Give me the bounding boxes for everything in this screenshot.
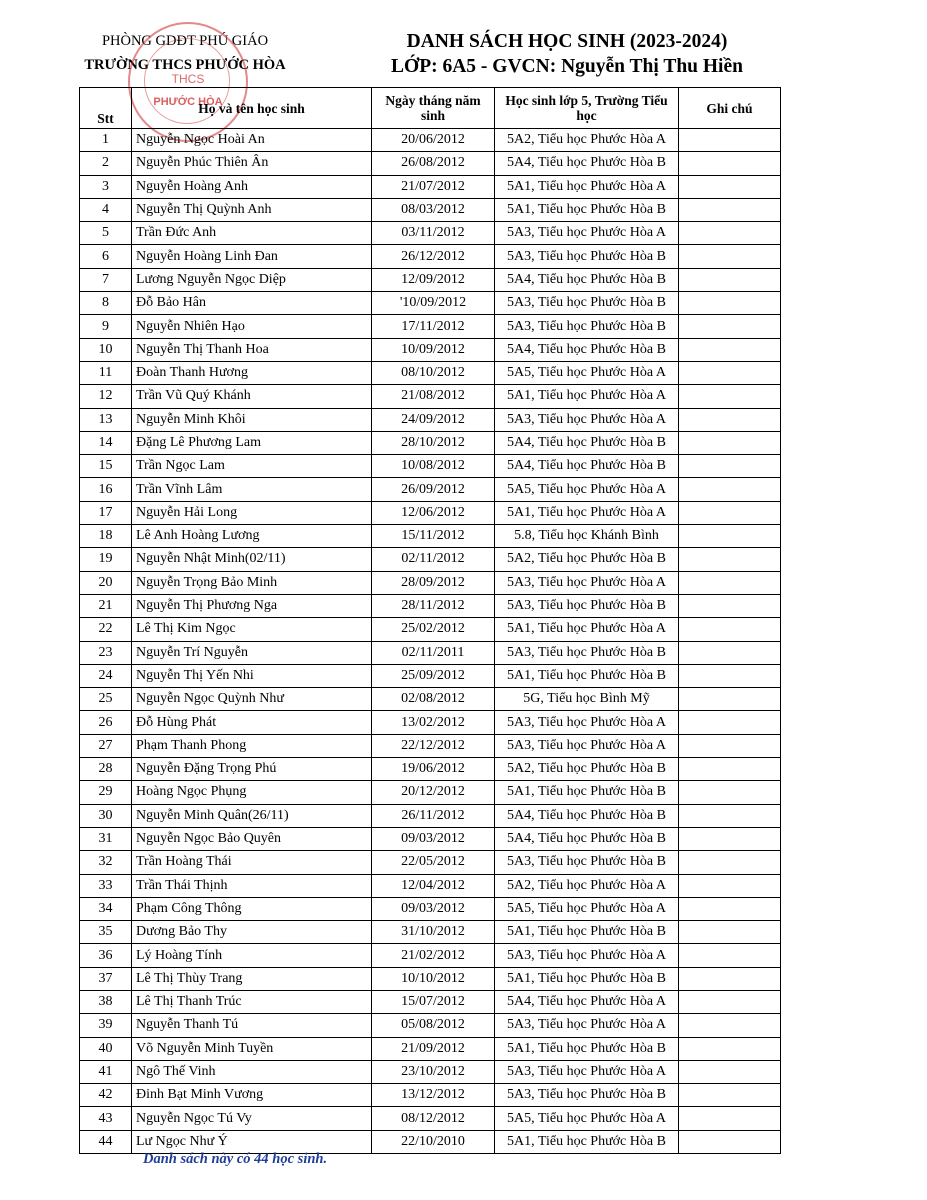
table-row: [80, 1014, 781, 1037]
school-name: TRƯỜNG THCS PHƯỚC HÒA: [84, 57, 286, 73]
cell-name: Đinh Bạt Minh Vương: [132, 1084, 372, 1107]
cell-school: 5A3, Tiểu học Phước Hòa A: [495, 1060, 679, 1083]
cell-school: 5A5, Tiểu học Phước Hòa A: [495, 897, 679, 920]
cell-note: [679, 268, 781, 291]
cell-name: Lê Thị Kim Ngọc: [132, 618, 372, 641]
cell-stt: 6: [80, 245, 132, 268]
cell-name: Nguyễn Thị Thanh Hoa: [132, 338, 372, 361]
cell-stt: 27: [80, 734, 132, 757]
table-row: [80, 1107, 781, 1130]
cell-name: Nguyễn Phúc Thiên Ân: [132, 152, 372, 175]
cell-dob: 10/08/2012: [372, 455, 495, 478]
cell-note: [679, 222, 781, 245]
cell-dob: 26/08/2012: [372, 152, 495, 175]
cell-dob: 21/08/2012: [372, 385, 495, 408]
cell-stt: 34: [80, 897, 132, 920]
table-row: [80, 618, 781, 641]
cell-stt: 5: [80, 222, 132, 245]
cell-school: 5A4, Tiểu học Phước Hòa B: [495, 455, 679, 478]
cell-school: 5A2, Tiểu học Phước Hòa B: [495, 758, 679, 781]
cell-school: 5A1, Tiểu học Phước Hòa B: [495, 967, 679, 990]
cell-name: Nguyễn Nhiên Hạo: [132, 315, 372, 338]
cell-note: [679, 129, 781, 152]
cell-note: [679, 874, 781, 897]
cell-dob: 05/08/2012: [372, 1014, 495, 1037]
cell-stt: 9: [80, 315, 132, 338]
cell-name: Dương Bảo Thy: [132, 921, 372, 944]
stamp-text-school: PHƯỚC HÒA: [153, 96, 223, 108]
cell-note: [679, 1014, 781, 1037]
cell-stt: 8: [80, 292, 132, 315]
table-row: [80, 1037, 781, 1060]
class-teacher-line: LỚP: 6A5 - GVCN: Nguyễn Thị Thu Hiền: [391, 56, 743, 77]
cell-note: [679, 292, 781, 315]
cell-school: 5A1, Tiểu học Phước Hòa B: [495, 781, 679, 804]
cell-stt: 37: [80, 967, 132, 990]
cell-name: Lê Anh Hoàng Lương: [132, 525, 372, 548]
cell-stt: 17: [80, 501, 132, 524]
cell-school: 5A4, Tiểu học Phước Hòa B: [495, 804, 679, 827]
cell-note: [679, 571, 781, 594]
table-row: [80, 1060, 781, 1083]
cell-stt: 33: [80, 874, 132, 897]
cell-note: [679, 455, 781, 478]
table-row: [80, 245, 781, 268]
table-row: [80, 431, 781, 454]
cell-name: Phạm Công Thông: [132, 897, 372, 920]
student-list-table: [79, 87, 781, 1154]
cell-school: 5A3, Tiểu học Phước Hòa B: [495, 292, 679, 315]
cell-stt: 39: [80, 1014, 132, 1037]
table-row: [80, 152, 781, 175]
table-row: [80, 921, 781, 944]
cell-note: [679, 897, 781, 920]
table-row: [80, 664, 781, 687]
cell-note: [679, 198, 781, 221]
cell-school: 5A3, Tiểu học Phước Hòa B: [495, 594, 679, 617]
cell-name: Trần Đức Anh: [132, 222, 372, 245]
cell-note: [679, 245, 781, 268]
cell-dob: 13/12/2012: [372, 1084, 495, 1107]
table-row: [80, 315, 781, 338]
cell-name: Ngô Thế Vinh: [132, 1060, 372, 1083]
cell-school: 5A1, Tiểu học Phước Hòa B: [495, 1130, 679, 1153]
cell-school: 5A4, Tiểu học Phước Hòa B: [495, 827, 679, 850]
cell-dob: 15/11/2012: [372, 525, 495, 548]
table-row: [80, 338, 781, 361]
cell-note: [679, 711, 781, 734]
cell-note: [679, 990, 781, 1013]
cell-school: 5A3, Tiểu học Phước Hòa A: [495, 222, 679, 245]
cell-school: 5A3, Tiểu học Phước Hòa B: [495, 851, 679, 874]
cell-stt: 29: [80, 781, 132, 804]
cell-dob: 12/04/2012: [372, 874, 495, 897]
cell-dob: 08/12/2012: [372, 1107, 495, 1130]
cell-note: [679, 501, 781, 524]
cell-stt: 28: [80, 758, 132, 781]
header-note: Ghi chú: [679, 88, 781, 129]
table-row: [80, 944, 781, 967]
cell-dob: 21/02/2012: [372, 944, 495, 967]
table-row: [80, 222, 781, 245]
cell-name: Nguyễn Nhật Minh(02/11): [132, 548, 372, 571]
table-body: [80, 129, 781, 1154]
cell-dob: 22/10/2010: [372, 1130, 495, 1153]
cell-dob: 26/09/2012: [372, 478, 495, 501]
table-row: [80, 408, 781, 431]
cell-dob: 03/11/2012: [372, 222, 495, 245]
cell-name: Lê Thị Thùy Trang: [132, 967, 372, 990]
cell-school: 5A3, Tiểu học Phước Hòa A: [495, 944, 679, 967]
header-school: [495, 88, 679, 129]
cell-school: 5A3, Tiểu học Phước Hòa A: [495, 408, 679, 431]
cell-school: 5A3, Tiểu học Phước Hòa B: [495, 641, 679, 664]
cell-school: 5A1, Tiểu học Phước Hòa A: [495, 501, 679, 524]
cell-name: Nguyễn Đặng Trọng Phú: [132, 758, 372, 781]
cell-dob: 31/10/2012: [372, 921, 495, 944]
cell-dob: 10/09/2012: [372, 338, 495, 361]
cell-note: [679, 827, 781, 850]
cell-name: Nguyễn Ngọc Quỳnh Như: [132, 688, 372, 711]
cell-school: 5A4, Tiểu học Phước Hòa B: [495, 338, 679, 361]
cell-stt: 21: [80, 594, 132, 617]
cell-note: [679, 641, 781, 664]
cell-school: 5A1, Tiểu học Phước Hòa B: [495, 1037, 679, 1060]
cell-dob: 08/03/2012: [372, 198, 495, 221]
table-row: [80, 501, 781, 524]
cell-dob: 21/07/2012: [372, 175, 495, 198]
cell-dob: 09/03/2012: [372, 897, 495, 920]
cell-stt: 31: [80, 827, 132, 850]
cell-name: Trần Ngọc Lam: [132, 455, 372, 478]
cell-name: Trần Thái Thịnh: [132, 874, 372, 897]
table-header-row: [80, 88, 781, 129]
cell-school: 5A5, Tiểu học Phước Hòa A: [495, 478, 679, 501]
cell-school: 5A4, Tiểu học Phước Hòa B: [495, 431, 679, 454]
cell-note: [679, 618, 781, 641]
cell-note: [679, 1037, 781, 1060]
table-row: [80, 804, 781, 827]
cell-name: Lê Thị Thanh Trúc: [132, 990, 372, 1013]
cell-name: Nguyễn Thị Phương Nga: [132, 594, 372, 617]
cell-stt: 36: [80, 944, 132, 967]
cell-school: 5A1, Tiểu học Phước Hòa A: [495, 618, 679, 641]
table-row: [80, 455, 781, 478]
cell-name: Phạm Thanh Phong: [132, 734, 372, 757]
cell-dob: 26/12/2012: [372, 245, 495, 268]
table-row: [80, 641, 781, 664]
table-row: [80, 688, 781, 711]
table-row: [80, 129, 781, 152]
cell-stt: 13: [80, 408, 132, 431]
page-title: DANH SÁCH HỌC SINH (2023-2024): [406, 31, 728, 52]
table-row: [80, 268, 781, 291]
cell-school: 5A1, Tiểu học Phước Hòa B: [495, 921, 679, 944]
cell-school: 5A1, Tiểu học Phước Hòa A: [495, 175, 679, 198]
cell-school: 5A4, Tiểu học Phước Hòa B: [495, 152, 679, 175]
cell-note: [679, 315, 781, 338]
cell-note: [679, 478, 781, 501]
cell-stt: 2: [80, 152, 132, 175]
cell-school: 5A3, Tiểu học Phước Hòa B: [495, 315, 679, 338]
cell-dob: 15/07/2012: [372, 990, 495, 1013]
cell-stt: 23: [80, 641, 132, 664]
cell-dob: 09/03/2012: [372, 827, 495, 850]
cell-note: [679, 361, 781, 384]
cell-stt: 26: [80, 711, 132, 734]
cell-dob: 19/06/2012: [372, 758, 495, 781]
cell-name: Nguyễn Ngọc Tú Vy: [132, 1107, 372, 1130]
cell-stt: 41: [80, 1060, 132, 1083]
cell-name: Đỗ Hùng Phát: [132, 711, 372, 734]
cell-dob: 22/05/2012: [372, 851, 495, 874]
cell-name: Nguyễn Ngọc Hoài An: [132, 129, 372, 152]
cell-dob: 25/09/2012: [372, 664, 495, 687]
header-name: Họ và tên học sinh: [132, 88, 372, 129]
cell-stt: 38: [80, 990, 132, 1013]
cell-note: [679, 921, 781, 944]
cell-stt: 14: [80, 431, 132, 454]
footer-note: Danh sách này có 44 học sinh.: [143, 1151, 328, 1167]
table-row: [80, 594, 781, 617]
table-row: [80, 385, 781, 408]
table-row: [80, 781, 781, 804]
cell-name: Nguyễn Trọng Bảo Minh: [132, 571, 372, 594]
cell-dob: 10/10/2012: [372, 967, 495, 990]
cell-note: [679, 385, 781, 408]
cell-name: Nguyễn Thanh Tú: [132, 1014, 372, 1037]
cell-note: [679, 1060, 781, 1083]
table-row: [80, 967, 781, 990]
table-row: [80, 175, 781, 198]
cell-note: [679, 338, 781, 361]
cell-dob: 12/09/2012: [372, 268, 495, 291]
table-row: [80, 734, 781, 757]
cell-dob: 12/06/2012: [372, 501, 495, 524]
table-row: [80, 525, 781, 548]
table-row: [80, 874, 781, 897]
cell-dob: 24/09/2012: [372, 408, 495, 431]
cell-name: Nguyễn Hoàng Linh Đan: [132, 245, 372, 268]
cell-school: 5A3, Tiểu học Phước Hòa A: [495, 571, 679, 594]
cell-name: Trần Hoàng Thái: [132, 851, 372, 874]
cell-name: Lương Nguyễn Ngọc Diệp: [132, 268, 372, 291]
cell-dob: 08/10/2012: [372, 361, 495, 384]
cell-stt: 25: [80, 688, 132, 711]
cell-stt: 43: [80, 1107, 132, 1130]
cell-note: [679, 851, 781, 874]
cell-stt: 1: [80, 129, 132, 152]
cell-stt: 10: [80, 338, 132, 361]
cell-note: [679, 431, 781, 454]
cell-note: [679, 1130, 781, 1153]
cell-school: 5A1, Tiểu học Phước Hòa A: [495, 385, 679, 408]
cell-dob: 20/06/2012: [372, 129, 495, 152]
cell-dob: 13/02/2012: [372, 711, 495, 734]
header-school-text: Học sinh lớp 5, Trường Tiểu học: [505, 93, 668, 123]
cell-note: [679, 781, 781, 804]
cell-name: Trần Vũ Quý Khánh: [132, 385, 372, 408]
cell-dob: 28/09/2012: [372, 571, 495, 594]
cell-stt: 30: [80, 804, 132, 827]
table-row: [80, 758, 781, 781]
cell-name: Võ Nguyễn Minh Tuyền: [132, 1037, 372, 1060]
cell-note: [679, 944, 781, 967]
header-dob: [372, 88, 495, 129]
cell-name: Nguyễn Minh Quân(26/11): [132, 804, 372, 827]
cell-dob: 02/11/2011: [372, 641, 495, 664]
cell-school: 5A3, Tiểu học Phước Hòa A: [495, 734, 679, 757]
cell-school: 5A5, Tiểu học Phước Hòa A: [495, 1107, 679, 1130]
cell-name: Nguyễn Thị Yến Nhi: [132, 664, 372, 687]
cell-school: 5.8, Tiểu học Khánh Bình: [495, 525, 679, 548]
cell-name: Đoàn Thanh Hương: [132, 361, 372, 384]
cell-stt: 20: [80, 571, 132, 594]
cell-name: Nguyễn Ngọc Bảo Quyên: [132, 827, 372, 850]
cell-note: [679, 734, 781, 757]
cell-stt: 32: [80, 851, 132, 874]
cell-stt: 19: [80, 548, 132, 571]
table-row: [80, 897, 781, 920]
cell-school: 5A3, Tiểu học Phước Hòa B: [495, 1084, 679, 1107]
stamp-text-thcs: THCS: [171, 72, 205, 86]
cell-note: [679, 548, 781, 571]
cell-note: [679, 175, 781, 198]
cell-name: Lư Ngọc Như Ý: [132, 1130, 372, 1153]
cell-note: [679, 664, 781, 687]
cell-stt: 44: [80, 1130, 132, 1153]
cell-stt: 7: [80, 268, 132, 291]
header-stt: Stt: [80, 88, 132, 129]
cell-note: [679, 1084, 781, 1107]
cell-name: Nguyễn Thị Quỳnh Anh: [132, 198, 372, 221]
department-name: PHÒNG GDĐT PHÚ GIÁO: [101, 33, 269, 49]
cell-note: [679, 594, 781, 617]
cell-stt: 12: [80, 385, 132, 408]
cell-school: 5G, Tiểu học Bình Mỹ: [495, 688, 679, 711]
cell-note: [679, 758, 781, 781]
cell-stt: 3: [80, 175, 132, 198]
cell-school: 5A2, Tiểu học Phước Hòa A: [495, 874, 679, 897]
table-row: [80, 1084, 781, 1107]
cell-dob: '10/09/2012: [372, 292, 495, 315]
cell-school: 5A2, Tiểu học Phước Hòa A: [495, 129, 679, 152]
cell-name: Đặng Lê Phương Lam: [132, 431, 372, 454]
cell-note: [679, 967, 781, 990]
cell-stt: 22: [80, 618, 132, 641]
cell-dob: 28/11/2012: [372, 594, 495, 617]
cell-school: 5A5, Tiểu học Phước Hòa A: [495, 361, 679, 384]
cell-school: 5A1, Tiểu học Phước Hòa B: [495, 198, 679, 221]
cell-school: 5A4, Tiểu học Phước Hòa A: [495, 990, 679, 1013]
table-row: [80, 827, 781, 850]
cell-name: Nguyễn Hoàng Anh: [132, 175, 372, 198]
cell-school: 5A3, Tiểu học Phước Hòa B: [495, 245, 679, 268]
table-row: [80, 198, 781, 221]
cell-stt: 42: [80, 1084, 132, 1107]
cell-dob: 17/11/2012: [372, 315, 495, 338]
cell-dob: 02/08/2012: [372, 688, 495, 711]
cell-note: [679, 1107, 781, 1130]
cell-dob: 20/12/2012: [372, 781, 495, 804]
table-row: [80, 990, 781, 1013]
cell-dob: 02/11/2012: [372, 548, 495, 571]
table-row: [80, 292, 781, 315]
table-row: [80, 548, 781, 571]
cell-note: [679, 804, 781, 827]
cell-school: 5A3, Tiểu học Phước Hòa A: [495, 1014, 679, 1037]
cell-note: [679, 408, 781, 431]
cell-school: 5A3, Tiểu học Phước Hòa A: [495, 711, 679, 734]
table-row: [80, 571, 781, 594]
cell-name: Hoàng Ngọc Phụng: [132, 781, 372, 804]
cell-stt: 16: [80, 478, 132, 501]
cell-stt: 24: [80, 664, 132, 687]
cell-dob: 21/09/2012: [372, 1037, 495, 1060]
cell-dob: 28/10/2012: [372, 431, 495, 454]
cell-stt: 35: [80, 921, 132, 944]
cell-school: 5A2, Tiểu học Phước Hòa B: [495, 548, 679, 571]
table-row: [80, 478, 781, 501]
cell-stt: 40: [80, 1037, 132, 1060]
cell-stt: 11: [80, 361, 132, 384]
table-row: [80, 851, 781, 874]
cell-dob: 22/12/2012: [372, 734, 495, 757]
cell-name: Lý Hoàng Tính: [132, 944, 372, 967]
cell-school: 5A4, Tiểu học Phước Hòa B: [495, 268, 679, 291]
cell-name: Nguyễn Hải Long: [132, 501, 372, 524]
cell-dob: 25/02/2012: [372, 618, 495, 641]
cell-name: Nguyễn Trí Nguyễn: [132, 641, 372, 664]
cell-dob: 23/10/2012: [372, 1060, 495, 1083]
table-row: [80, 361, 781, 384]
cell-dob: 26/11/2012: [372, 804, 495, 827]
table-row: [80, 711, 781, 734]
cell-stt: 15: [80, 455, 132, 478]
cell-school: 5A1, Tiểu học Phước Hòa B: [495, 664, 679, 687]
cell-stt: 4: [80, 198, 132, 221]
cell-note: [679, 688, 781, 711]
header-dob-text: Ngày tháng năm sinh: [385, 93, 481, 123]
cell-stt: 18: [80, 525, 132, 548]
cell-name: Trần Vĩnh Lâm: [132, 478, 372, 501]
cell-note: [679, 152, 781, 175]
cell-name: Đỗ Bảo Hân: [132, 292, 372, 315]
cell-note: [679, 525, 781, 548]
cell-name: Nguyễn Minh Khôi: [132, 408, 372, 431]
